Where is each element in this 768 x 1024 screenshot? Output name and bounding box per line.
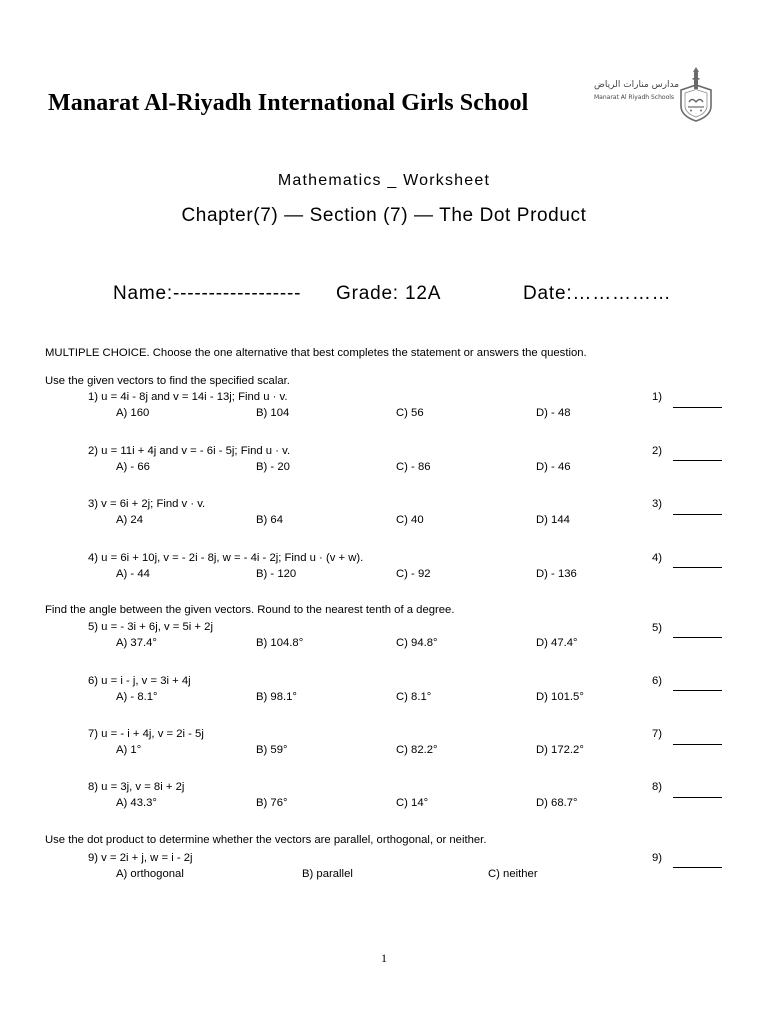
option-d: D) 144 (536, 514, 570, 526)
worksheet-subtitle: Mathematics _ Worksheet (277, 172, 491, 189)
option-a: A) orthogonal (116, 868, 184, 880)
option-d: D) - 136 (536, 568, 577, 580)
option-a: A) - 66 (116, 461, 150, 473)
option-a: A) 37.4° (116, 637, 157, 649)
question-8-stem: 8) u = 3j, v = 8i + 2j (88, 781, 185, 793)
option-b: B) parallel (302, 868, 353, 880)
section-intro: Use the given vectors to find the specified scalar. (45, 375, 290, 387)
option-a: A) 43.3° (116, 797, 157, 809)
answer-blank-6[interactable] (673, 690, 722, 691)
option-b: B) 59° (256, 744, 288, 756)
chapter-title: Chapter(7) — Section (7) — The Dot Product (181, 205, 587, 226)
answer-blank-4[interactable] (673, 567, 722, 568)
page-number: 1 (381, 951, 387, 965)
option-a: A) - 44 (116, 568, 150, 580)
answer-blank-7[interactable] (673, 744, 722, 745)
option-c: C) 8.1° (396, 691, 432, 703)
question-4-stem: 4) u = 6i + 10j, v = - 2i - 8j, w = - 4i - 2j; Find u · (v + w). (88, 552, 364, 564)
question-1-stem: 1) u = 4i - 8j and v = 14i - 13j; Find u · v. (88, 391, 288, 403)
option-d: D) 172.2° (536, 744, 584, 756)
logo-arabic-text: مدارس منارات الرياض (594, 80, 680, 90)
logo-english-text: Manarat Al Riyadh Schools (594, 94, 675, 101)
answer-number: 2) (652, 445, 663, 457)
answer-blank-1[interactable] (673, 407, 722, 408)
answer-number: 6) (652, 675, 663, 687)
option-a: A) 24 (116, 514, 144, 526)
school-emblem-icon (676, 66, 716, 122)
option-c: C) 14° (396, 797, 429, 809)
option-a: A) - 8.1° (116, 691, 158, 703)
option-b: B) 98.1° (256, 691, 297, 703)
question-9-stem: 9) v = 2i + j, w = i - 2j (88, 852, 193, 864)
option-a: A) 1° (116, 744, 142, 756)
school-logo (594, 66, 716, 124)
question-3-stem: 3) v = 6i + 2j; Find v · v. (88, 498, 206, 510)
answer-blank-9[interactable] (673, 867, 722, 868)
answer-number: 1) (652, 391, 663, 403)
answer-blank-2[interactable] (673, 460, 722, 461)
answer-blank-8[interactable] (673, 797, 722, 798)
option-d: D) - 46 (536, 461, 571, 473)
option-d: D) - 48 (536, 407, 571, 419)
section-intro: Find the angle between the given vectors. Round to the nearest tenth of a degree. (45, 604, 455, 616)
answer-number: 4) (652, 552, 663, 564)
question-2-stem: 2) u = 11i + 4j and v = - 6i - 5j; Find u · v. (88, 445, 291, 457)
option-c: C) 56 (396, 407, 424, 419)
option-b: B) 104.8° (256, 637, 304, 649)
option-b: B) 104 (256, 407, 290, 419)
option-b: B) - 120 (256, 568, 297, 580)
answer-number: 8) (652, 781, 663, 793)
option-c: C) 82.2° (396, 744, 438, 756)
option-d: D) 68.7° (536, 797, 578, 809)
name-field: Name:------------------ (113, 283, 302, 304)
answer-number: 5) (652, 622, 663, 634)
question-5-stem: 5) u = - 3i + 6j, v = 5i + 2j (88, 621, 213, 633)
question-7-stem: 7) u = - i + 4j, v = 2i - 5j (88, 728, 204, 740)
answer-number: 7) (652, 728, 663, 740)
date-field: Date:…………… (523, 283, 672, 304)
answer-blank-5[interactable] (673, 637, 722, 638)
option-d: D) 47.4° (536, 637, 578, 649)
answer-number: 9) (652, 852, 663, 864)
answer-blank-3[interactable] (673, 514, 722, 515)
instructions: MULTIPLE CHOICE. Choose the one alternative that best completes the statement or answers the question. (45, 347, 587, 359)
section-intro: Use the dot product to determine whether the vectors are parallel, orthogonal, or neither. (45, 834, 487, 846)
school-name: Manarat Al-Riyadh International Girls School (48, 90, 529, 116)
grade-field: Grade: 12A (336, 283, 442, 304)
option-b: B) - 20 (256, 461, 290, 473)
option-d: D) 101.5° (536, 691, 584, 703)
option-c: C) 40 (396, 514, 424, 526)
option-c: C) - 92 (396, 568, 431, 580)
option-a: A) 160 (116, 407, 150, 419)
option-c: C) neither (488, 868, 538, 880)
option-c: C) 94.8° (396, 637, 438, 649)
option-c: C) - 86 (396, 461, 431, 473)
question-6-stem: 6) u = i - j, v = 3i + 4j (88, 675, 191, 687)
option-b: B) 64 (256, 514, 284, 526)
option-b: B) 76° (256, 797, 288, 809)
answer-number: 3) (652, 498, 663, 510)
